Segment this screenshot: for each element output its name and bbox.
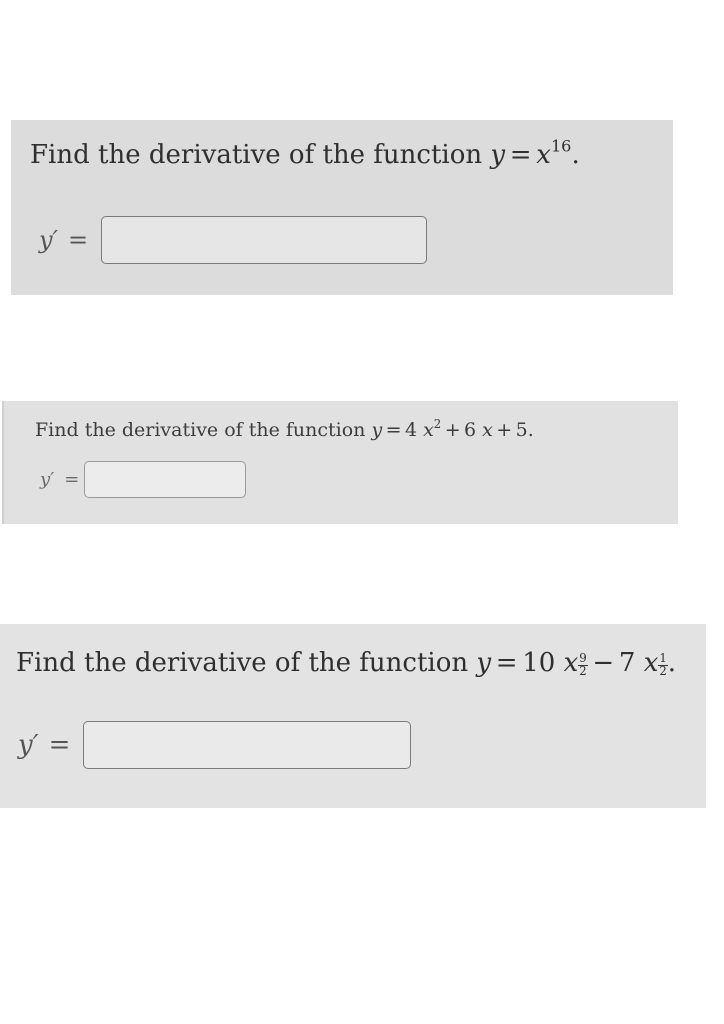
question-prompt: Find the derivative of the function [30,140,483,170]
problem-panel-2 [2,401,678,524]
answer-input-3[interactable] [83,721,411,769]
answer-input-2[interactable] [84,461,246,498]
question-text-1 [30,136,580,170]
problem-panel-3 [0,624,706,808]
answer-row-3 [18,721,411,769]
function-expression: y = 4 $x^2 + 6$ x + 5 [371,416,528,441]
exponent-fraction: $\frac{9}{2}$ [579,651,587,678]
exponent: 16 [550,136,572,156]
question-text-3 [16,648,676,678]
question-prompt: Find the derivative of the function [35,419,366,441]
answer-label: y′ = [40,469,80,490]
function-expression: $y = x^{16}$ [490,136,572,170]
answer-row-1 [39,216,427,264]
question-prompt: Find the derivative of the function [16,648,469,678]
period: . [527,419,534,441]
period: . [571,140,580,170]
exponent: 2 [433,416,442,431]
period: . [667,648,677,678]
problem-panel-1 [11,120,673,295]
exponent-fraction: $\frac{1}{2}$ [659,651,667,678]
answer-label: y′ = [39,226,89,254]
question-text-2 [35,416,534,441]
answer-input-1[interactable] [101,216,427,264]
function-expression: y = 10 x $\frac{9}{2}$ − 7 x $\frac{1}{2}$ [476,648,667,678]
answer-label: y′ = [18,730,71,760]
answer-row-2 [40,461,246,498]
